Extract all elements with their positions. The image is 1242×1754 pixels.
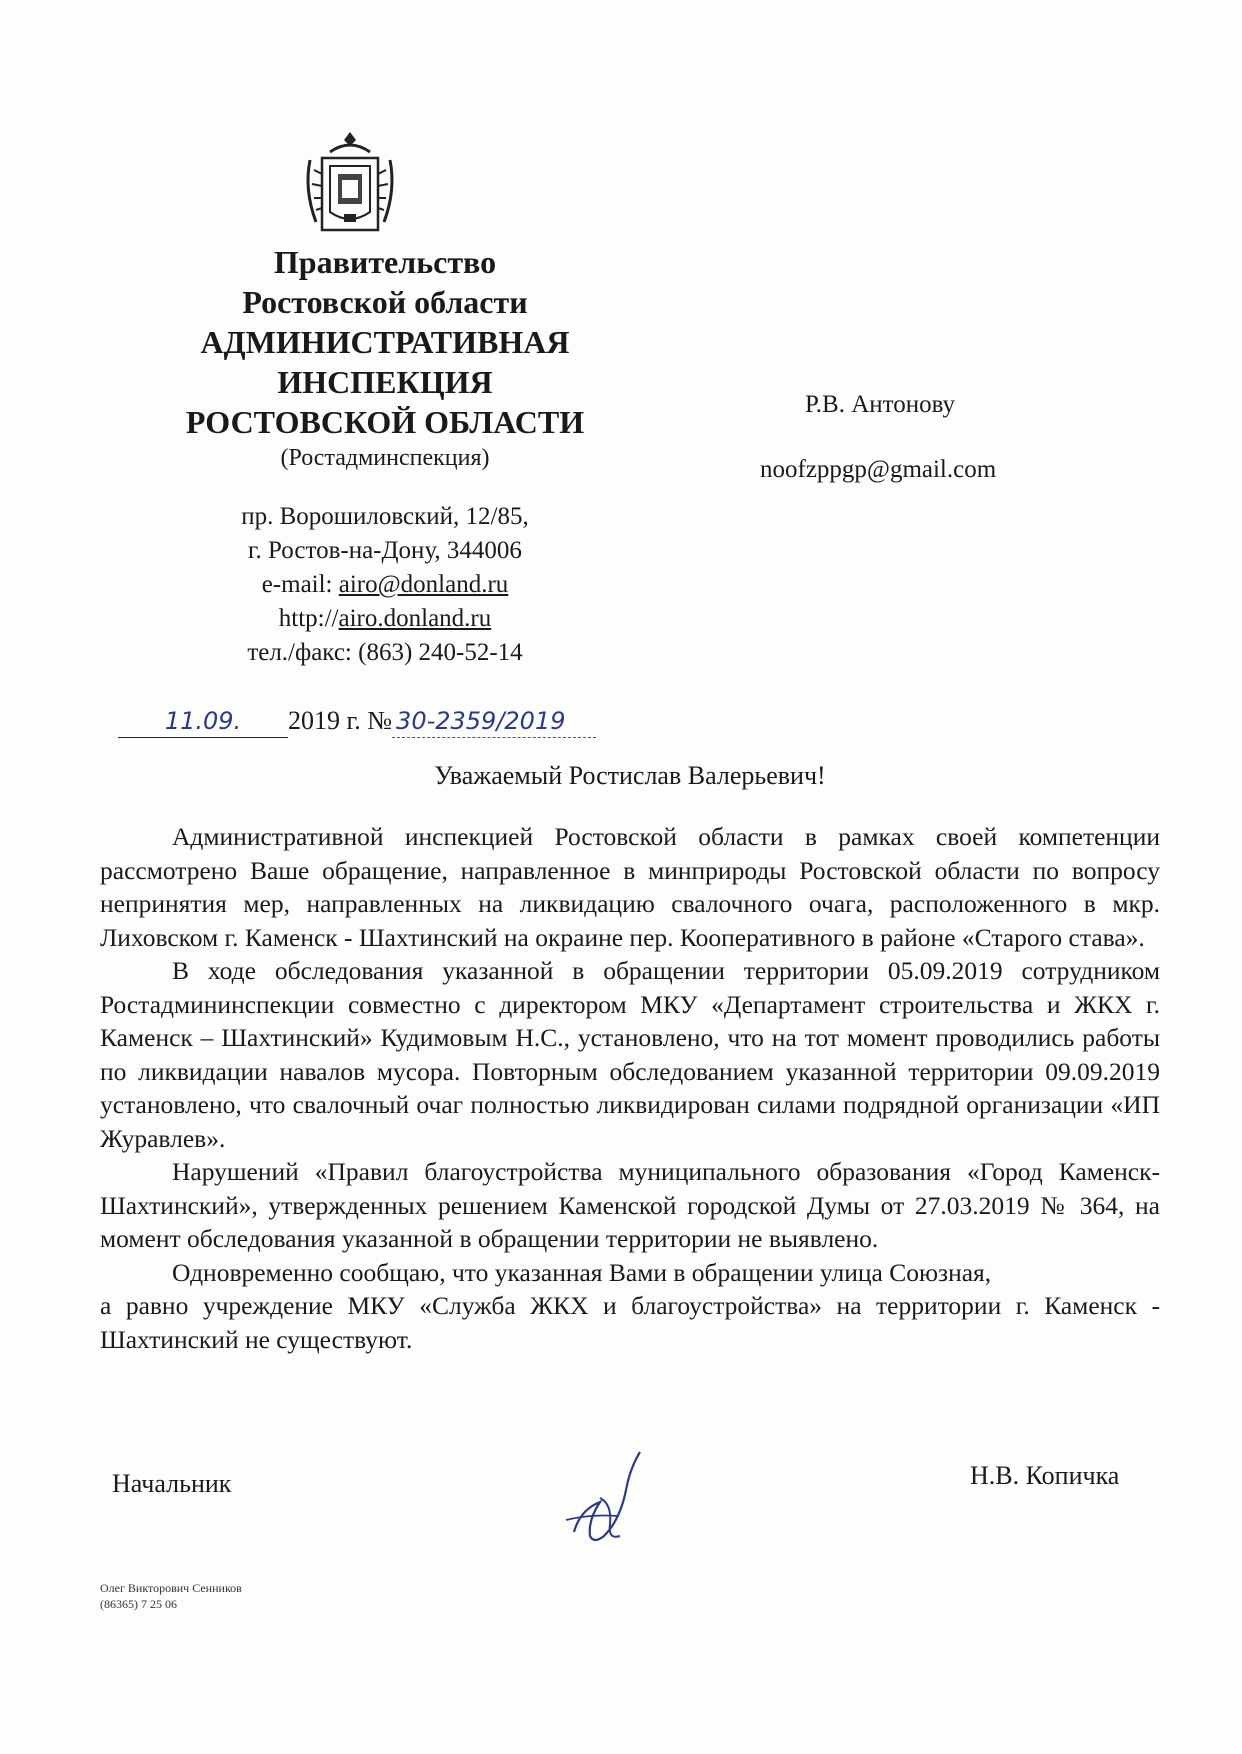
paragraph-4: Одновременно сообщаю, что указанная Вами в обращении улица Союзная, — [172, 1257, 992, 1287]
address-city: г. Ростов-на-Дону, 344006 — [248, 537, 522, 564]
executor-phone: (86365) 7 25 06 — [100, 1597, 177, 1611]
registration-line — [118, 705, 596, 738]
executor-name: Олег Викторович Сенников — [100, 1581, 242, 1595]
address-web — [150, 602, 620, 636]
signatory-position: Начальник — [112, 1469, 232, 1498]
paragraph-5: а равно учреждение МКУ «Служба ЖКХ и благоустройства» на территории г. Каменск - Шахтинский не существуют. — [100, 1291, 1160, 1354]
org-short-name: (Ростадминспекция) — [280, 445, 490, 471]
recipient-email: noofzppgp@gmail.com — [760, 456, 997, 483]
address-street: пр. Ворошиловский, 12/85, — [241, 503, 529, 530]
recipient-name: Р.В. Антонову — [805, 391, 956, 418]
address-phone: тел./факс: (863) 240-52-14 — [247, 639, 523, 666]
web-prefix: http:// — [278, 605, 339, 632]
org-name-line2: Ростовской области — [242, 284, 528, 320]
address-email — [150, 568, 620, 602]
registration-date: 11.09. — [164, 707, 242, 735]
org-name-line4: ИНСПЕКЦИЯ — [277, 364, 493, 400]
registration-number: 30-2359/2019 — [396, 707, 566, 735]
registration-number-field — [392, 705, 596, 738]
org-name-line3: АДМИНИСТРАТИВНАЯ — [200, 324, 570, 360]
signatory-name: Н.В. Копичка — [970, 1461, 1120, 1490]
greeting: Уважаемый Ростислав Валерьевич! — [434, 761, 826, 790]
handwritten-signature — [560, 1440, 670, 1550]
org-name-line1: Правительство — [273, 244, 497, 280]
email-prefix: e-mail: — [261, 571, 339, 598]
registration-date-field — [118, 705, 288, 738]
web-link[interactable]: airo.donland.ru — [338, 605, 492, 632]
paragraph-2: В ходе обследования указанной в обращении территории 05.09.2019 сотрудником Ростадмининспекции совместно с директором МКУ «Департамент строительства и ЖКХ г. Каменск – Шахтинский» Кудимовым Н.С., установлено, что на тот момент проводились работы по ликвидации навалов мусора. Повторным обследованием указанной территории 09.09.2019 установлено, что свалочный очаг полностью ликвидирован силами подрядной организации «ИП Журавлев». — [100, 956, 1160, 1153]
registration-year-number-label: 2019 г. № — [288, 706, 393, 735]
org-name-line5: РОСТОВСКОЙ ОБЛАСТИ — [185, 404, 585, 440]
letter-body — [100, 820, 1160, 1356]
executor-info — [100, 1580, 242, 1612]
paragraph-3: Нарушений «Правил благоустройства муниципального образования «Город Каменск-Шахтинский», утвержденных решением Каменской городской Думы от 27.03.2019 № 364, на момент обследования указанной в обращении территории не выявлено. — [100, 1157, 1160, 1253]
paragraph-1: Административной инспекцией Ростовской области в рамках своей компетенции рассмотрено Ваше обращение, направленное в минприроды Ростовской области по вопросу непринятия мер, направленных на ликвидацию свалочного очага, расположенного в мкр. Лиховском г. Каменск - Шахтинский на окраине пер. Кооперативного в районе «Старого става». — [100, 822, 1160, 952]
coat-of-arms-emblem — [300, 130, 400, 240]
email-link[interactable]: airo@donland.ru — [338, 571, 509, 598]
